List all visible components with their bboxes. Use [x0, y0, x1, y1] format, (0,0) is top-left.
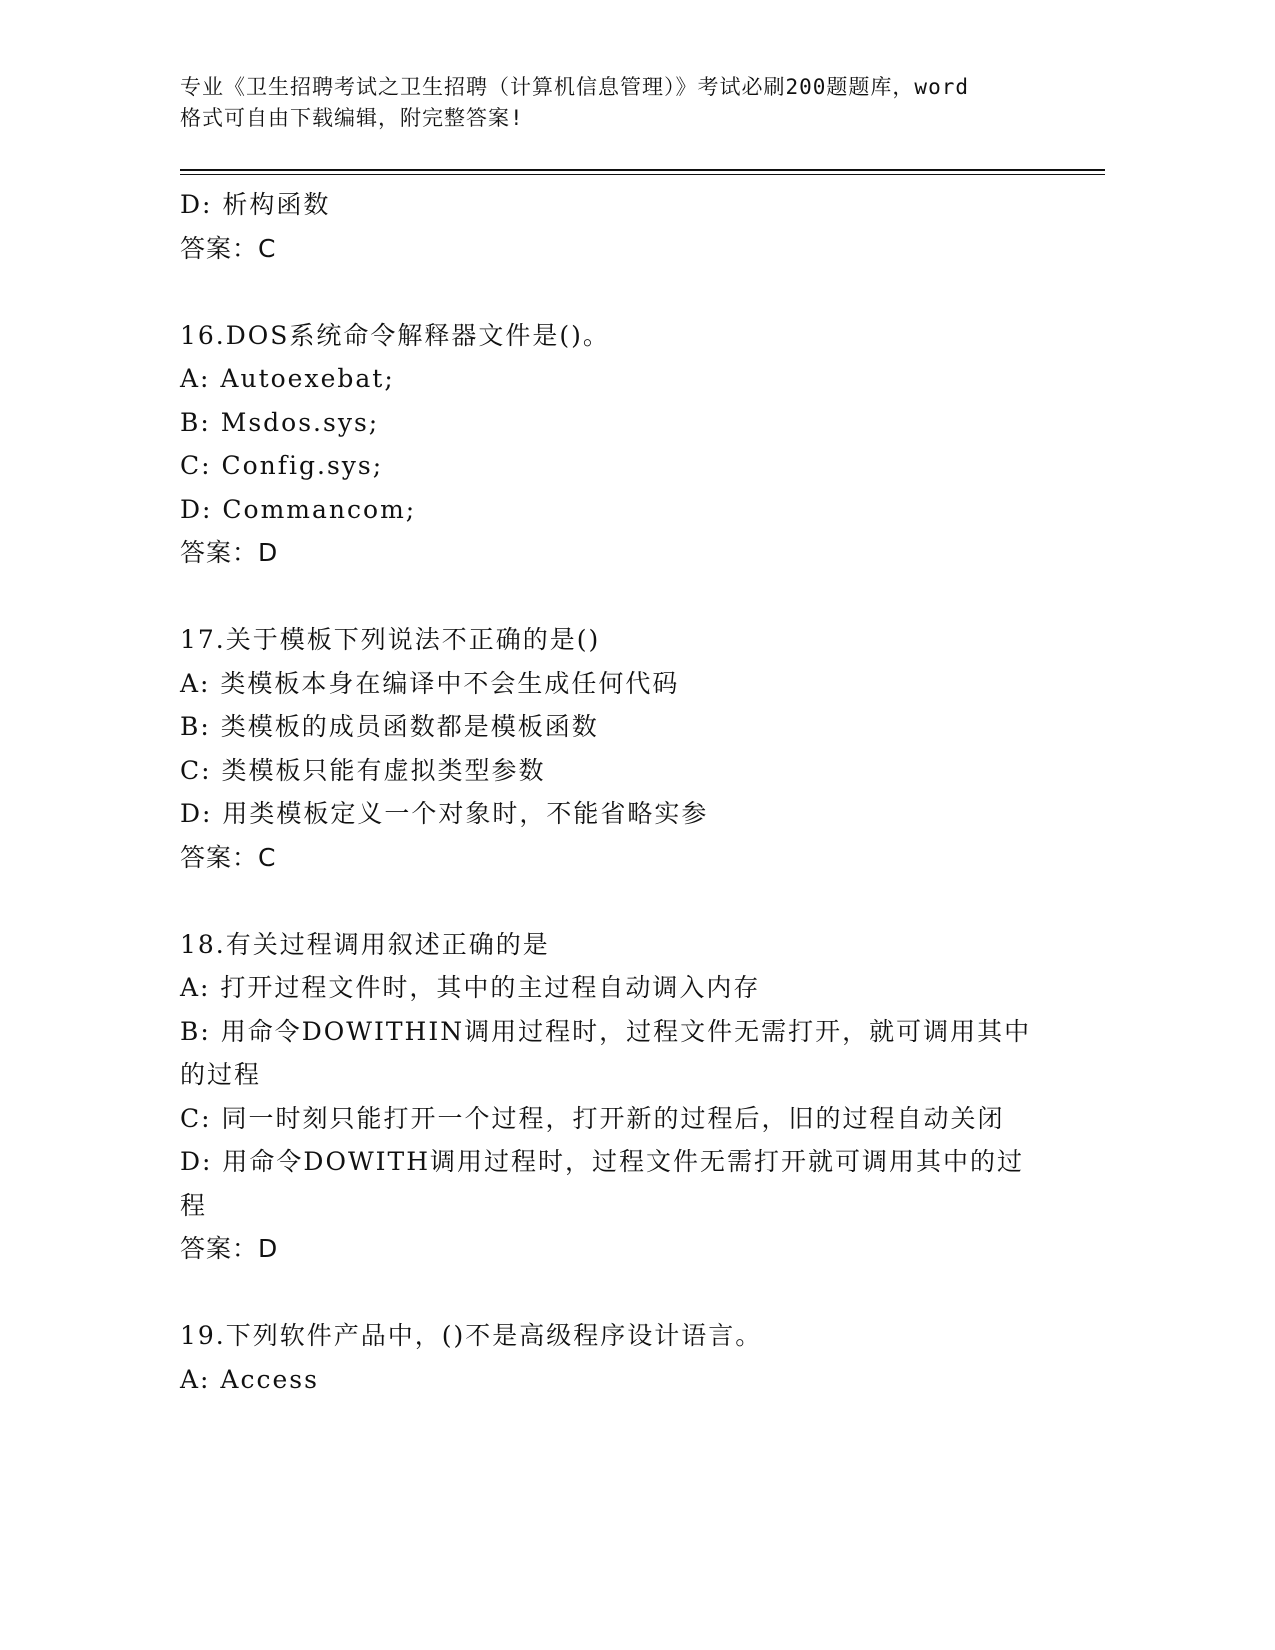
option-line: C: Config.sys;: [180, 451, 384, 480]
question-block-17: [180, 618, 1060, 879]
answer-line: 答案：D: [180, 538, 279, 567]
option-line: D: 析构函数: [180, 190, 331, 219]
question-stem: 19.下列软件产品中，()不是高级程序设计语言。: [180, 1321, 763, 1350]
header-line-2: 格式可自由下载编辑，附完整答案!: [180, 106, 524, 130]
option-line: A: Autoexebat;: [180, 364, 395, 393]
option-line: B: 类模板的成员函数都是模板函数: [180, 712, 599, 741]
document-header: [180, 72, 1060, 134]
question-block-15: [180, 183, 1060, 270]
option-line: D: Commancom;: [180, 494, 417, 524]
option-line: B: 用命令DOWITHIN调用过程时，过程文件无需打开，就可调用其中: [180, 1016, 1032, 1046]
answer-line: 答案：C: [180, 842, 277, 872]
header-line-1: 专业《卫生招聘考试之卫生招聘（计算机信息管理）》考试必刷200题题库，word: [180, 75, 969, 99]
option-line: D: 用命令DOWITH调用过程时，过程文件无需打开就可调用其中的过: [180, 1147, 1025, 1176]
option-line: A: Access: [180, 1364, 319, 1394]
header-rule-thick: [180, 169, 1105, 171]
option-line: A: 打开过程文件时，其中的主过程自动调入内存: [180, 973, 761, 1002]
question-list: [180, 183, 1060, 1401]
question-block-16: [180, 314, 1060, 575]
header-rule-thin: [180, 174, 1105, 175]
option-line: C: 同一时刻只能打开一个过程，打开新的过程后，旧的过程自动关闭: [180, 1103, 1005, 1133]
option-line: A: 类模板本身在编译中不会生成任何代码: [180, 668, 680, 698]
question-stem: 16.DOS系统命令解释器文件是()。: [180, 320, 610, 350]
answer-line: 答案：C: [180, 233, 277, 263]
option-line-continued: 的过程: [180, 1060, 262, 1089]
option-line-continued: 程: [180, 1190, 208, 1220]
question-block-18: [180, 923, 1060, 1271]
option-line: D: 用类模板定义一个对象时，不能省略实参: [180, 799, 709, 828]
option-line: C: 类模板只能有虚拟类型参数: [180, 755, 546, 785]
answer-line: 答案：D: [180, 1234, 279, 1263]
question-block-19: [180, 1314, 1060, 1401]
option-line: B: Msdos.sys;: [180, 407, 380, 437]
question-stem: 18.有关过程调用叙述正确的是: [180, 929, 550, 959]
question-stem: 17.关于模板下列说法不正确的是(): [180, 625, 601, 654]
